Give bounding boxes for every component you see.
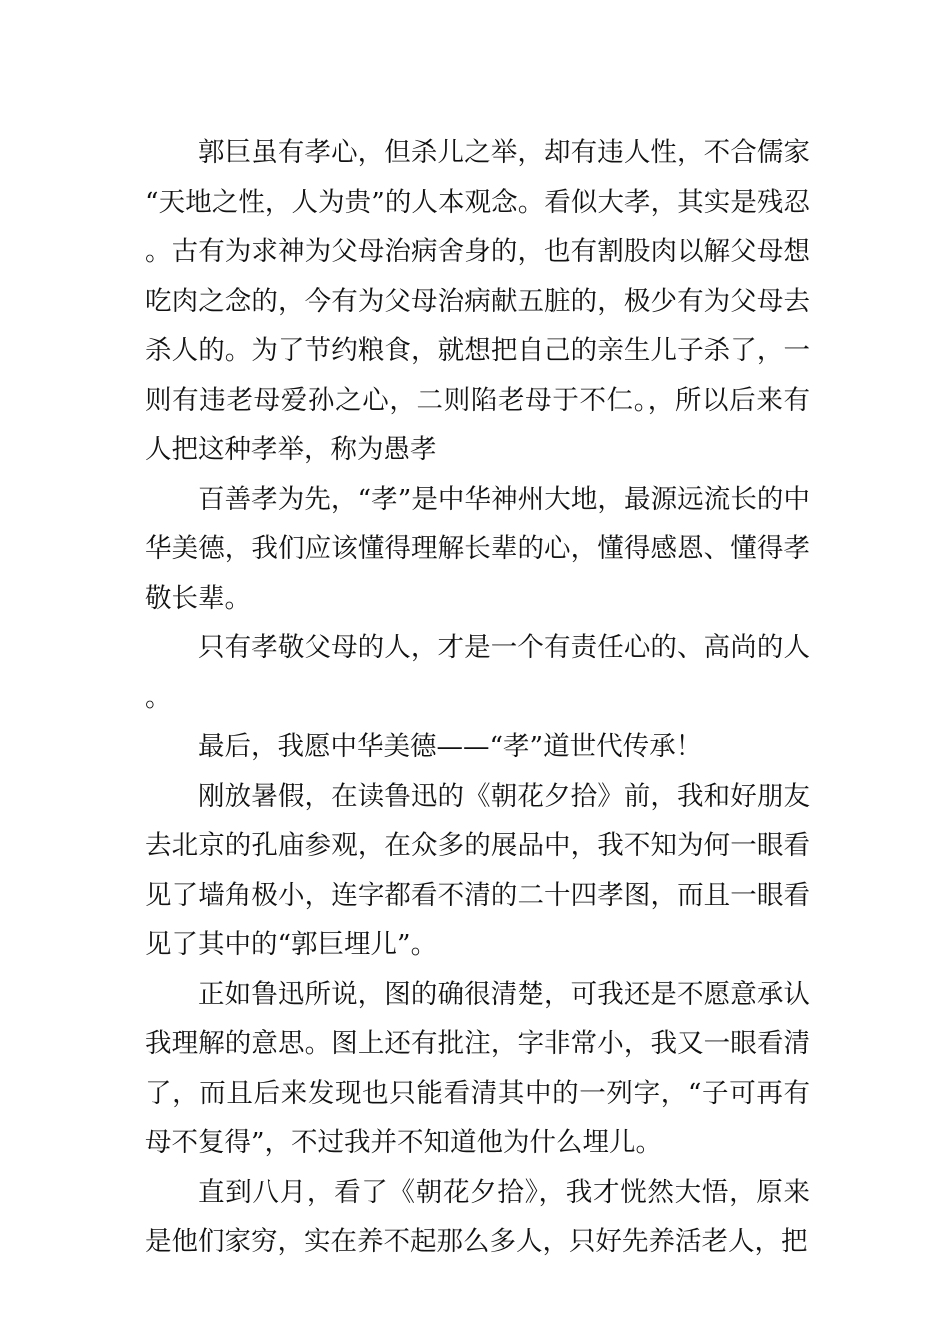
paragraph-guo-ju-critique: 郭巨虽有孝心，但杀儿之举，却有违人性，不合儒家“天地之性，人为贵”的人本观念。看似大孝，其实是残忍。古有为求神为父母治病舍身的，也有割股肉以解父母想吃肉之念的，今有为父母治病献五脏的，极少有为父母去杀人的。为了节约粮食，就想把自己的亲生儿子杀了，一则有违老母爱孙之心，二则陷老母于不仁。，所以后来有人把这种孝举，称为愚孝	[145, 137, 810, 465]
paragraph-conclusion: 最后，我愿中华美德——“孝”道世代传承！	[198, 731, 703, 762]
paragraph-filial-virtue: 百善孝为先，“孝”是中华神州大地，最源远流长的中华美德，我们应该懂得理解长辈的心，懂得感恩、懂得孝敬长辈。	[145, 483, 810, 614]
paragraph-annotation: 正如鲁迅所说，图的确很清楚，可我还是不愿意承认我理解的意思。图上还有批注，字非常小，我又一眼看清了，而且后来发现也只能看清其中的一列字，“子可再有母不复得”，不过我并不知道他为什么埋儿。	[145, 978, 810, 1158]
body-text	[145, 128, 810, 1267]
paragraph-realization: 直到八月，看了《朝花夕拾》，我才恍然大悟，原来是他们家穷，实在养不起那么多人，只好先养活老人，把	[145, 1176, 810, 1257]
paragraph-temple-visit: 刚放暑假，在读鲁迅的《朝花夕拾》前，我和好朋友去北京的孔庙参观，在众多的展品中，我不知为何一眼看见了墙角极小，连字都看不清的二十四孝图，而且一眼看见了其中的“郭巨埋儿”。	[145, 780, 810, 960]
paragraph-respect-parents: 只有孝敬父母的人，才是一个有责任心的、高尚的人。	[145, 632, 810, 713]
